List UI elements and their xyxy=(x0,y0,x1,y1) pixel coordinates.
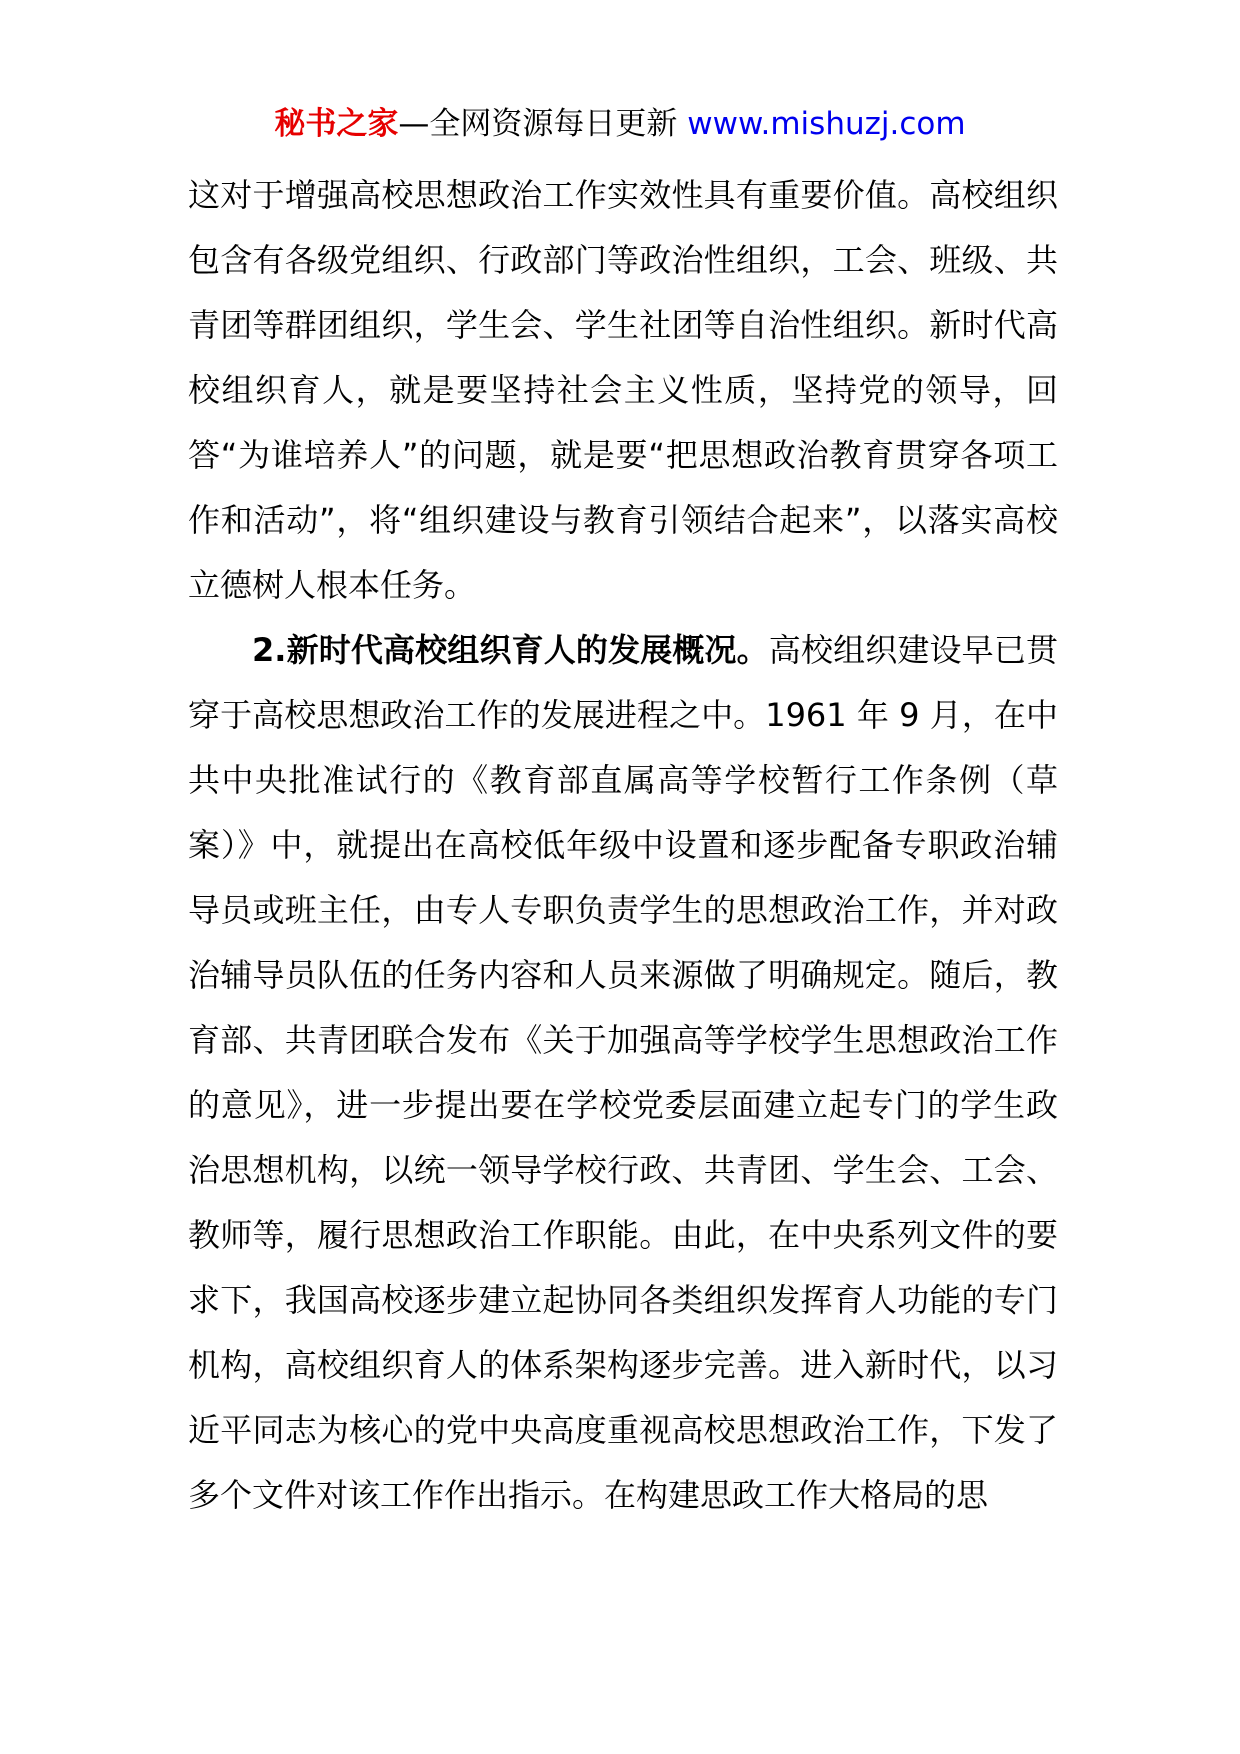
page-header xyxy=(0,102,1240,146)
paragraph-development-overview xyxy=(188,618,1058,1528)
paragraph-text: 高校组织建设早已贯穿于高校思想政治工作的发展进程之中。1961 年 9 月，在中共中央批准试行的《教育部直属高等学校暂行工作条例（草案）》中，就提出在高校低年级中设置和逐步配备专职政治辅导员或班主任，由专人专职负责学生的思想政治工作，并对政治辅导员队伍的任务内容和人员来源做了明确规定。随后，教育部、共青团联合发布《关于加强高等学校学生思想政治工作的意见》，进一步提出要在学校党委层面建立起专门的学生政治思想机构，以统一领导学校行政、共青团、学生会、工会、教师等，履行思想政治工作职能。由此，在中央系列文件的要求下，我国高校逐步建立起协同各类组织发挥育人功能的专门机构，高校组织育人的体系架构逐步完善。进入新时代，以习近平同志为核心的党中央高度重视高校思想政治工作，下发了多个文件对该工作作出指示。在构建思政工作大格局的思 xyxy=(188,631,1058,1514)
header-tagline: —全网资源每日更新 xyxy=(398,106,688,142)
section-heading: 2.新时代高校组织育人的发展概况。 xyxy=(252,631,769,669)
website-link[interactable]: www.mishuzj.com xyxy=(687,106,966,142)
paragraph-continued: 这对于增强高校思想政治工作实效性具有重要价值。高校组织包含有各级党组织、行政部门等政治性组织，工会、班级、共青团等群团组织，学生会、学生社团等自治性组织。新时代高校组织育人，就是要坚持社会主义性质，坚持党的领导，回答“为谁培养人”的问题，就是要“把思想政治教育贯穿各项工作和活动”，将“组织建设与教育引领结合起来”，以落实高校立德树人根本任务。 xyxy=(188,176,1058,604)
brand-name: 秘书之家 xyxy=(274,106,399,142)
document-body xyxy=(188,163,1058,1528)
